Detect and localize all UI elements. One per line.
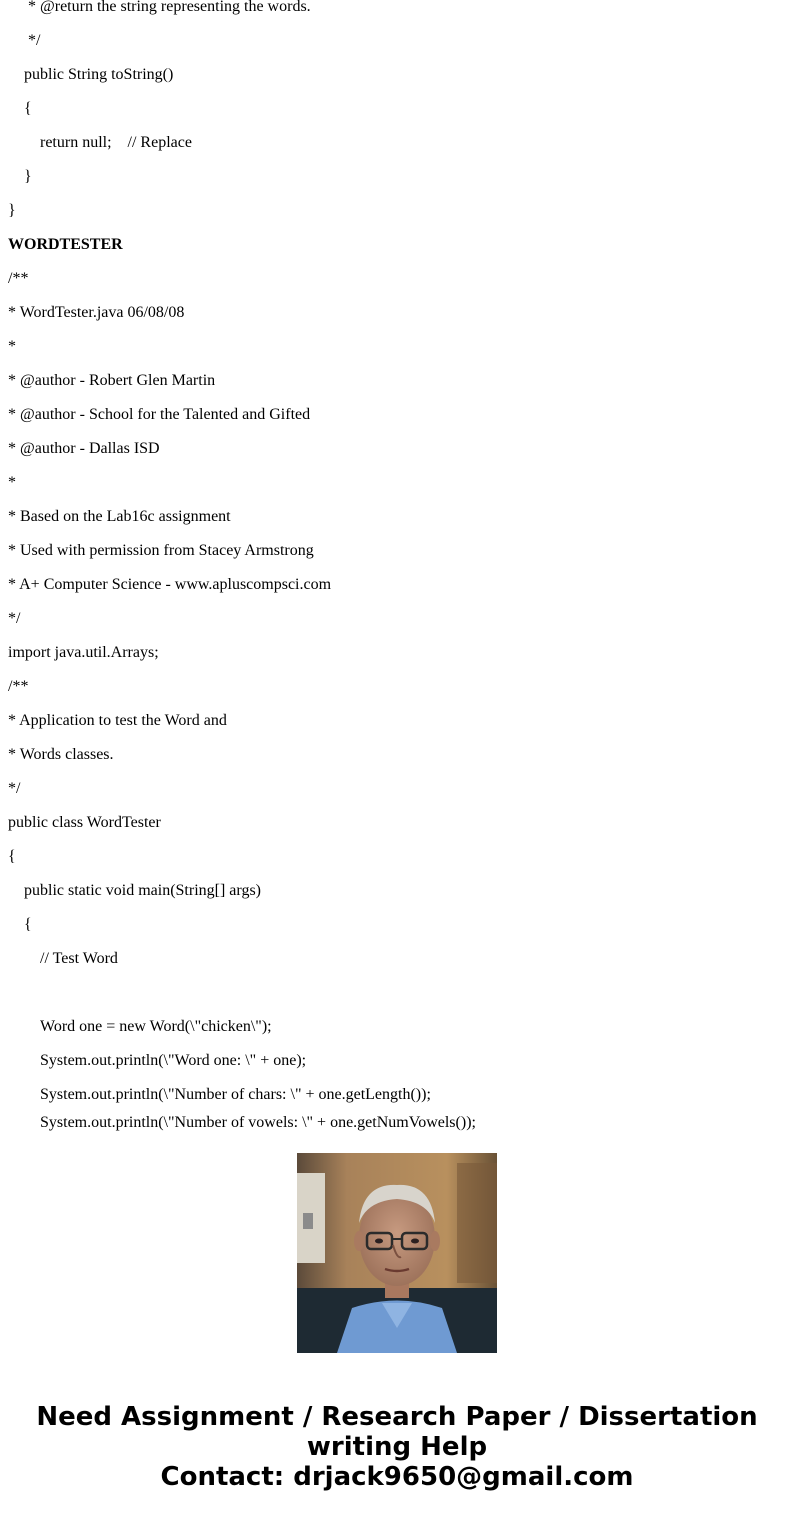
code-line: * Words classes. (8, 746, 114, 763)
promo-line-2: writing Help (306, 1432, 488, 1462)
code-line: Word one = new Word(\"chicken\"); (40, 1018, 272, 1035)
code-line: * (8, 474, 16, 491)
code-line: /** (8, 270, 29, 287)
code-line: { (24, 916, 32, 933)
author-avatar (297, 1153, 497, 1353)
promo-line-1: Need Assignment / Research Paper / Dissertation (36, 1402, 758, 1432)
code-line-cut: System.out.println(\"Number of vowels: \" + one.getNumVowels()); (40, 1114, 476, 1131)
code-line: * WordTester.java 06/08/08 (8, 304, 185, 321)
code-line: /** (8, 678, 29, 695)
code-line: */ (8, 780, 21, 797)
promo-contact: Contact: drjack9650@gmail.com (160, 1462, 634, 1492)
code-line: import java.util.Arrays; (8, 644, 159, 661)
code-line: { (24, 100, 32, 117)
code-line: public String toString() (24, 66, 174, 83)
code-line: * (8, 338, 16, 355)
code-line: * Used with permission from Stacey Armstrong (8, 542, 314, 559)
code-line: System.out.println(\"Word one: \" + one); (40, 1052, 307, 1069)
code-line: * @author - Dallas ISD (8, 440, 160, 457)
section-heading: WORDTESTER (8, 236, 123, 253)
code-line: { (8, 848, 16, 865)
code-line: */ (28, 32, 41, 49)
code-line: * @author - Robert Glen Martin (8, 372, 216, 389)
code-line: return null; // Replace (40, 134, 192, 151)
code-line: * A+ Computer Science - www.apluscompsci.com (8, 576, 332, 593)
code-line: public static void main(String[] args) (24, 882, 261, 899)
code-line: System.out.println(\"Number of chars: \" + one.getLength()); (40, 1086, 431, 1103)
code-line: */ (8, 610, 21, 627)
code-line: } (8, 202, 16, 219)
code-line: * Application to test the Word and (8, 712, 227, 729)
code-line (8, 983, 40, 1017)
code-line: } (24, 168, 32, 185)
author-photo-illustration (297, 1153, 497, 1353)
code-line: * @return the string representing the words. (28, 0, 311, 15)
code-line: public class WordTester (8, 814, 161, 831)
code-line: * @author - School for the Talented and Gifted (8, 406, 311, 423)
code-line: // Test Word (40, 950, 118, 967)
code-line: * Based on the Lab16c assignment (8, 508, 231, 525)
promo-footer (0, 1402, 794, 1492)
